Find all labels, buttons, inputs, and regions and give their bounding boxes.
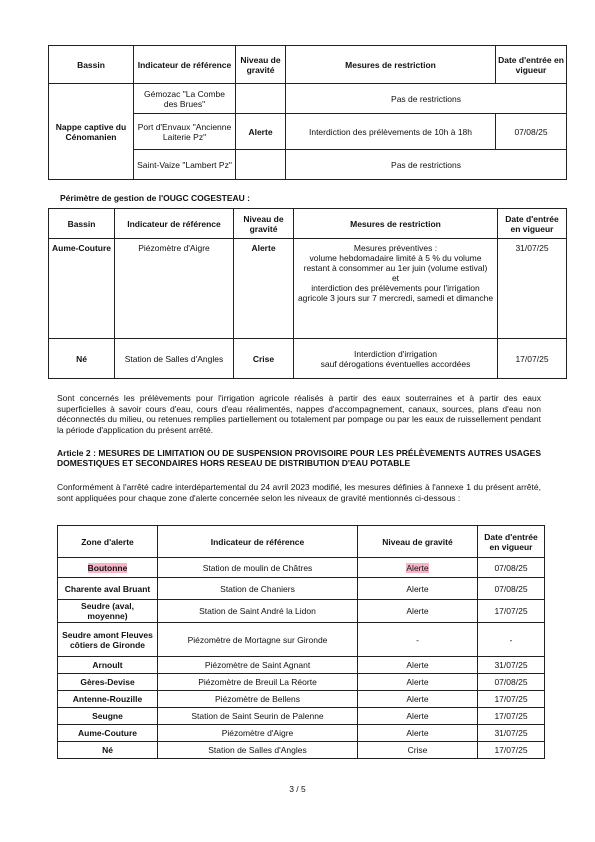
paragraph-prelevements: Sont concernés les prélèvements pour l'irrigation agricole réalisés à partir des eaux souterraines et à partir des eaux superficielles à savoir cours d'eau, cours d'eau réalimentés, nappes d'accompagnement, canaux, sources, plans d'eau non déconnectés du milieu, ou retenues remplies partiellement ou totalement par pompage ou par les eaux de ruissellement pendant la période d'application du présent arrêté. <box>57 393 541 435</box>
table-zones-alerte <box>57 525 545 759</box>
col-header-niveau: Niveau de gravité <box>358 526 478 558</box>
cell-mesures: Interdiction des prélèvements de 10h à 18h <box>286 114 496 150</box>
table-header-row <box>49 209 567 239</box>
cell-indicateur: Piézomètre de Breuil La Réorte <box>158 674 358 691</box>
col-header-date: Date d'entrée en vigueur <box>496 46 567 84</box>
table-row <box>49 339 567 379</box>
cell-indicateur: Piézomètre de Saint Agnant <box>158 657 358 674</box>
cell-zone: Seudre (aval, moyenne) <box>58 600 158 623</box>
cell-date: - <box>478 623 545 657</box>
table-row <box>58 691 545 708</box>
article-2-text: Conformément à l'arrêté cadre interdépartemental du 24 avril 2023 modifié, les mesures définies à l'annexe 1 du présent arrêté, sont appliquées pour chaque zone d'alerte concernée selon les niveaux de gravité mentionnés ci-dessous : <box>57 482 541 503</box>
cell-mesures: Pas de restrictions <box>286 84 567 114</box>
cell-indicateur: Piézomètre de Mortagne sur Gironde <box>158 623 358 657</box>
cell-mesures: Interdiction d'irrigation sauf dérogations éventuelles accordées <box>294 339 498 379</box>
cell-zone: Arnoult <box>58 657 158 674</box>
table-row <box>49 84 567 114</box>
cell-date: 07/08/25 <box>478 558 545 578</box>
section-title-cogesteau: Périmètre de gestion de l'OUGC COGESTEAU : <box>60 193 251 203</box>
col-header-zone: Zone d'alerte <box>58 526 158 558</box>
cell-date: 17/07/25 <box>478 742 545 759</box>
cell-niveau: Alerte <box>236 114 286 150</box>
cell-niveau: Crise <box>234 339 294 379</box>
col-header-mesures: Mesures de restriction <box>294 209 498 239</box>
cell-indicateur: Gémozac "La Combe des Brues" <box>134 84 236 114</box>
col-header-bassin: Bassin <box>49 209 115 239</box>
col-header-mesures: Mesures de restriction <box>286 46 496 84</box>
cell-zone: Gères-Devise <box>58 674 158 691</box>
cell-mesures: Mesures préventives : volume hebdomadaire limité à 5 % du volume restant à consommer au 1er juin (volume estival) et interdiction des prélèvements pour l'irrigation agricole 3 jours sur 7 mercredi, samedi et dimanche <box>294 239 498 339</box>
cell-indicateur: Station de Salles d'Angles <box>158 742 358 759</box>
cell-indicateur: Station de Chaniers <box>158 578 358 600</box>
cell-indicateur: Saint-Vaize "Lambert Pz" <box>134 150 236 180</box>
cell-niveau: Alerte <box>358 725 478 742</box>
cell-niveau: Alerte <box>358 600 478 623</box>
cell-niveau: Alerte <box>406 562 429 573</box>
cell-niveau: Alerte <box>358 657 478 674</box>
cell-niveau: - <box>358 623 478 657</box>
table-header-row <box>58 526 545 558</box>
cell-niveau: Alerte <box>234 239 294 339</box>
cell-date: 07/08/25 <box>478 578 545 600</box>
cell-indicateur: Port d'Envaux "Ancienne Laiterie Pz" <box>134 114 236 150</box>
col-header-niveau: Niveau de gravité <box>236 46 286 84</box>
cell-zone: Antenne-Rouzille <box>58 691 158 708</box>
cell-bassin: Nappe captive du Cénomanien <box>49 84 134 180</box>
cell-indicateur: Station de Saint André la Lidon <box>158 600 358 623</box>
cell-niveau: Alerte <box>358 578 478 600</box>
col-header-bassin: Bassin <box>49 46 134 84</box>
cell-indicateur: Station de moulin de Châtres <box>158 558 358 578</box>
cell-date: 31/07/25 <box>498 239 567 339</box>
col-header-niveau: Niveau de gravité <box>234 209 294 239</box>
cell-indicateur: Piézomètre de Bellens <box>158 691 358 708</box>
table-row <box>58 725 545 742</box>
article-2-title: Article 2 : MESURES DE LIMITATION OU DE SUSPENSION PROVISOIRE POUR LES PRÉLÈVEMENTS AUTRES USAGES DOMESTIQUES ET SECONDAIRES HORS RESEAU DE DISTRIBUTION D'EAU POTABLE <box>57 448 541 468</box>
cell-date: 31/07/25 <box>478 725 545 742</box>
table-row <box>58 742 545 759</box>
cell-indicateur: Piézomètre d'Aigre <box>158 725 358 742</box>
cell-zone: Boutonne <box>87 562 128 573</box>
table-row <box>49 239 567 339</box>
cell-date: 07/08/25 <box>478 674 545 691</box>
cell-zone: Seugne <box>58 708 158 725</box>
cell-bassin: Né <box>49 339 115 379</box>
cell-date: 17/07/25 <box>498 339 567 379</box>
col-header-indicateur: Indicateur de référence <box>158 526 358 558</box>
table-row <box>58 623 545 657</box>
col-header-date: Date d'entrée en vigueur <box>498 209 567 239</box>
table-row <box>58 578 545 600</box>
cell-date: 17/07/25 <box>478 691 545 708</box>
col-header-indicateur: Indicateur de référence <box>115 209 234 239</box>
table-cenomanien <box>48 45 567 180</box>
cell-indicateur: Piézomètre d'Aigre <box>115 239 234 339</box>
cell-zone: Charente aval Bruant <box>58 578 158 600</box>
table-row <box>58 600 545 623</box>
table-row <box>58 657 545 674</box>
cell-mesures: Pas de restrictions <box>286 150 567 180</box>
cell-niveau: Crise <box>358 742 478 759</box>
cell-zone: Seudre amont Fleuves côtiers de Gironde <box>58 623 158 657</box>
cell-niveau: Alerte <box>358 708 478 725</box>
table-row <box>58 558 545 578</box>
table-row <box>58 708 545 725</box>
cell-niveau: Alerte <box>358 691 478 708</box>
table-row <box>58 674 545 691</box>
cell-niveau <box>236 150 286 180</box>
col-header-date: Date d'entrée en vigueur <box>478 526 545 558</box>
table-header-row <box>49 46 567 84</box>
cell-niveau <box>236 84 286 114</box>
cell-niveau: Alerte <box>358 674 478 691</box>
cell-date: 31/07/25 <box>478 657 545 674</box>
cell-indicateur: Station de Salles d'Angles <box>115 339 234 379</box>
table-cogesteau <box>48 208 567 379</box>
cell-date: 17/07/25 <box>478 708 545 725</box>
cell-bassin: Aume-Couture <box>49 239 115 339</box>
cell-zone: Né <box>58 742 158 759</box>
cell-date: 17/07/25 <box>478 600 545 623</box>
cell-zone: Aume-Couture <box>58 725 158 742</box>
col-header-indicateur: Indicateur de référence <box>134 46 236 84</box>
cell-indicateur: Station de Saint Seurin de Palenne <box>158 708 358 725</box>
page-number: 3 / 5 <box>289 784 306 794</box>
cell-date: 07/08/25 <box>496 114 567 150</box>
